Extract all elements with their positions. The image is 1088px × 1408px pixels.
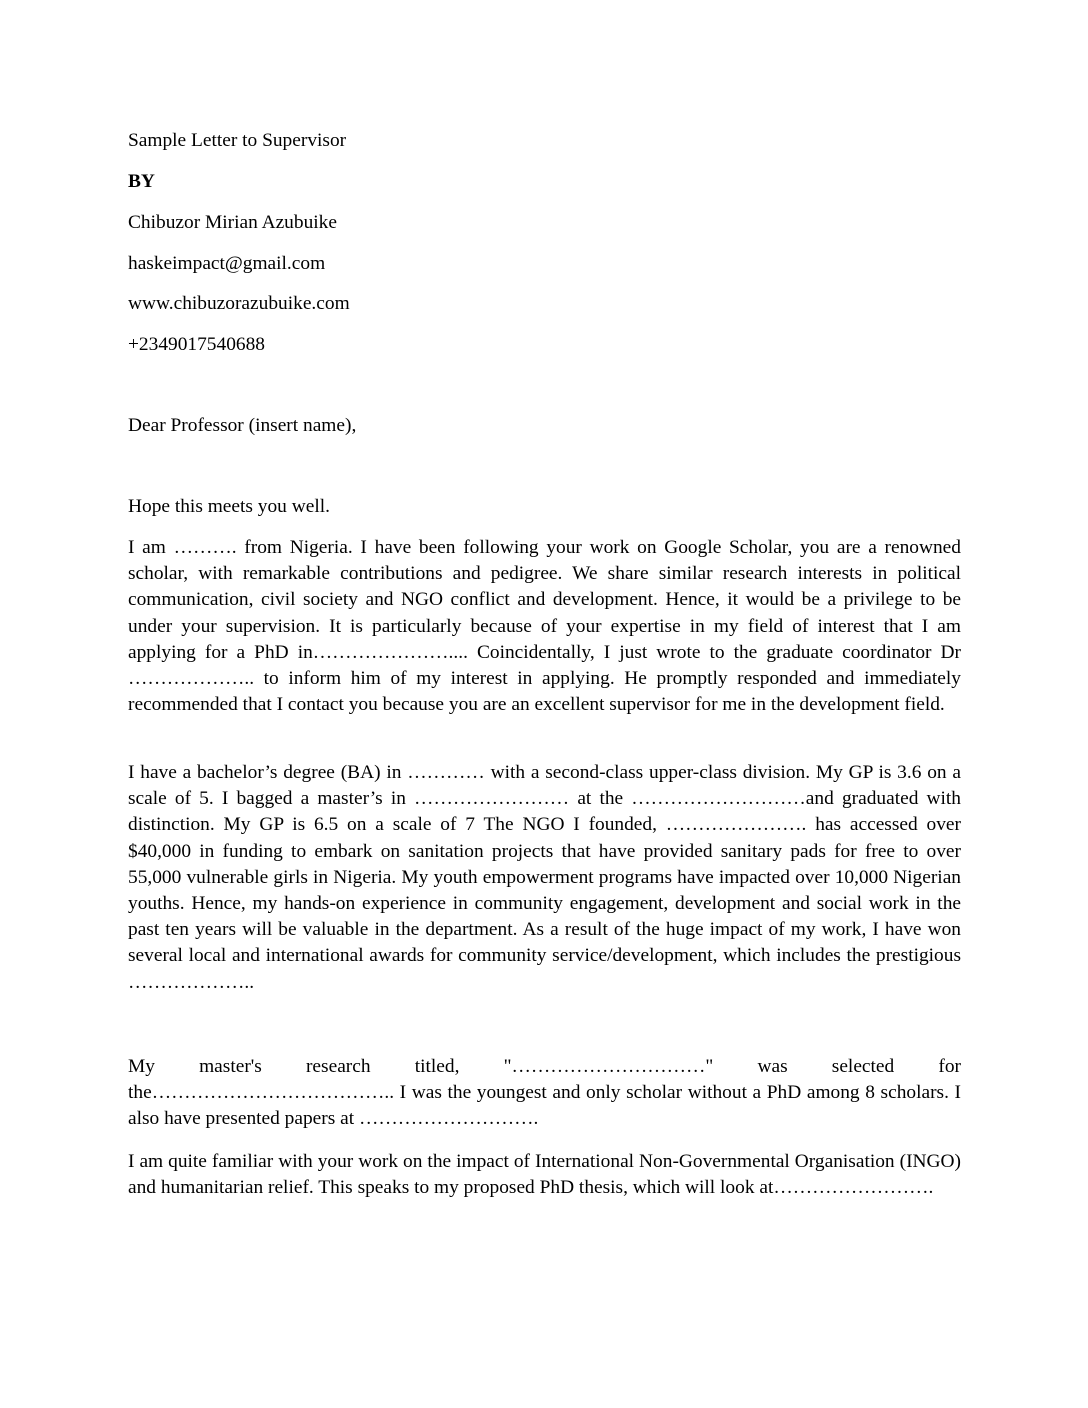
paragraph-2: [128, 760, 961, 996]
by-label: BY: [128, 171, 155, 192]
paragraph-4: [128, 1149, 961, 1201]
author-name: Chibuzor Mirian Azubuike: [128, 212, 337, 233]
paragraph-1: [128, 535, 961, 718]
paragraph-2-text: I have a bachelor’s degree (BA) in ………… with a second-class upper-class division. My GP is 3.6 on a scale of 5. I bagged a master’s in …………………… at the ………………………and graduated with distinction. My GP is 6.5 on a scale of 7 The NGO I founded, …………………. has accessed over $40,000 in funding to embark on sanitation projects that have provided sanitary pads for free to over 55,000 vulnerable girls in Nigeria. My youth empowerment programs have impacted over 10,000 Nigerian youths. Hence, my hands-on experience in community engagement, development and social work in the past ten years will be valuable in the department. As a result of the huge impact of my work, I have won several local and international awards for community service/development, which includes the prestigious ………………..: [128, 762, 961, 993]
author-phone: +2349017540688: [128, 334, 265, 355]
paragraph-1-text: I am ………. from Nigeria. I have been following your work on Google Scholar, you are a renowned scholar, with remarkable contributions and pedigree. We share similar research interests in political communication, civil society and NGO conflict and development. Hence, it would be a privilege to be under your supervision. It is particularly because of your expertise in my field of interest that I am applying for a PhD in………………….... Coincidentally, I just wrote to the graduate coordinator Dr ……………….. to inform him of my interest in applying. He promptly responded and immediately recommended that I contact you because you are an excellent supervisor for me in the development field.: [128, 537, 961, 716]
author-email: haskeimpact@gmail.com: [128, 253, 326, 274]
document-title: Sample Letter to Supervisor: [128, 130, 347, 151]
paragraph-3-text: the……………………………….. I was the youngest and only scholar without a PhD among 8 scholars. I also have presented papers at ……………………….: [128, 1082, 961, 1130]
greeting: Hope this meets you well.: [128, 496, 330, 517]
paragraph-3: [128, 1054, 961, 1133]
paragraph-4-text: I am quite familiar with your work on the impact of International Non-Governmental Organisation (INGO) and humanitarian relief. This speaks to my proposed PhD thesis, which will look at…………………….: [128, 1151, 961, 1199]
author-website: www.chibuzorazubuike.com: [128, 293, 350, 314]
paragraph-3-line-1: My master's research titled, "…………………………" was selected for: [128, 1056, 961, 1077]
salutation: Dear Professor (insert name),: [128, 415, 357, 436]
